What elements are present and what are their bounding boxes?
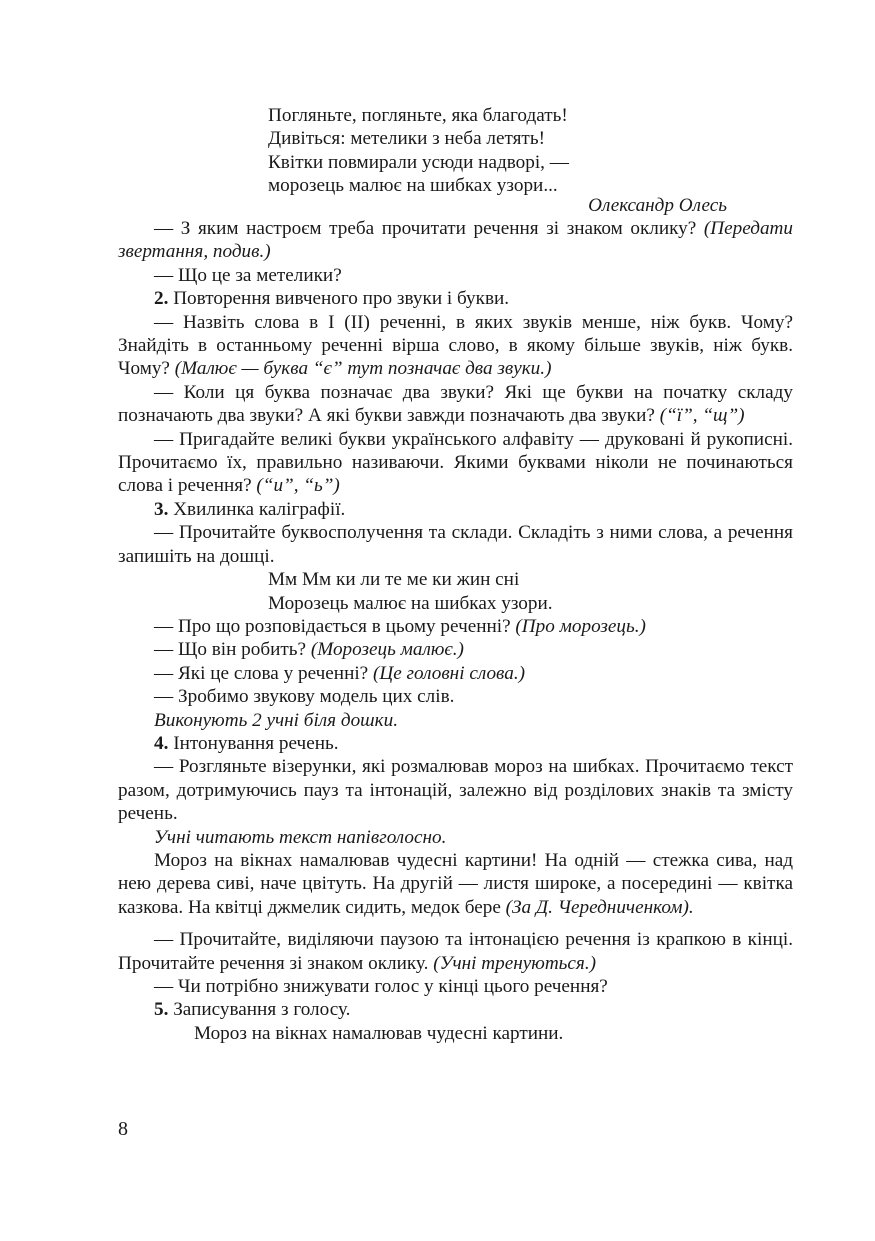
instruction-note: Виконують 2 учні біля дошки. bbox=[154, 709, 399, 731]
paragraph: — Чи потрібно знижувати голос у кінці цього речення? bbox=[154, 976, 608, 997]
section-heading: 2. Повторення вивченого про звуки і букви. bbox=[154, 288, 510, 310]
section-heading: 3. Хвилинка каліграфії. bbox=[154, 498, 346, 520]
paragraph: — Розгляньте візерунки, які розмалював мороз на шибках. Прочитаємо текст разом, дотримуючись пауз та інтонацій, залежно від розділових знаків та змісту речень. bbox=[118, 756, 793, 825]
poem-line: Дивіться: метелики з неба летять! bbox=[268, 128, 545, 150]
section-heading: 5. Записування з голосу. bbox=[154, 999, 351, 1021]
poem bbox=[268, 104, 569, 198]
reading-text: Мороз на вікнах намалював чудесні картини! На одній — стежка сива, над нею дерева сиві, наче цвітуть. На другій — листя широке, а посередині — квітка казкова. На квітці джмелик сидить, медок бере (За Д. Чередниченком). bbox=[118, 849, 793, 918]
paragraph: — Що він робить? (Морозець малює.) bbox=[154, 639, 464, 661]
letter-combinations: Мм Мм ки ли те ме ки жин сні bbox=[268, 569, 520, 591]
page-number: 8 bbox=[118, 1118, 128, 1140]
paragraph: — Назвіть слова в I (II) реченні, в яких звуків менше, ніж букв. Чому? Знайдіть в останньому реченні вірша слово, в якому більше звуків, ніж букв. Чому? (Малює — буква “є” тут позначає два звуки.) bbox=[118, 311, 793, 380]
poem-author: Олександр Олесь bbox=[588, 195, 727, 216]
paragraph: — Зробимо звукову модель цих слів. bbox=[154, 686, 455, 708]
poem-line: Погляньте, погляньте, яка благодать! bbox=[268, 105, 568, 126]
paragraph: — З яким настроєм треба прочитати речення зі знаком оклику? (Передати звертання, подив.) bbox=[118, 218, 793, 263]
paragraph: — Які це слова у реченні? (Це головні слова.) bbox=[154, 662, 526, 684]
paragraph: — Коли ця буква позначає два звуки? Які ще букви на початку складу позначають два звуки? А які букви завжди позначають два звуки? (“ї”, “щ”) bbox=[118, 381, 793, 427]
poem-line: Квітки повмирали усюди надворі, — bbox=[268, 151, 569, 173]
example-sentence: Морозець малює на шибках узори. bbox=[268, 592, 553, 614]
poem-line: морозець малює на шибках узори... bbox=[268, 175, 558, 197]
paragraph: — Пригадайте великі букви українського алфавіту — друковані й рукописні. Прочитаємо їх, правильно називаючи. Якими буквами ніколи не починаються слова і речення? (“и”, “ь”) bbox=[118, 428, 793, 497]
paragraph: — Про що розповідається в цьому реченні? (Про морозець.) bbox=[154, 615, 646, 637]
paragraph: — Що це за метелики? bbox=[154, 264, 342, 286]
dictation-sentence: Мороз на вікнах намалював чудесні картини. bbox=[194, 1022, 564, 1044]
instruction-note: Учні читають текст напівголосно. bbox=[154, 826, 447, 848]
lesson-text bbox=[118, 217, 793, 1045]
paragraph: — Прочитайте буквосполучення та склади. Складіть з ними слова, а речення запишіть на дошці. bbox=[118, 522, 793, 567]
paragraph: — Прочитайте, виділяючи паузою та інтонацією речення із крапкою в кінці. Прочитайте речення зі знаком оклику. (Учні тренуються.) bbox=[118, 929, 793, 974]
section-heading: 4. Інтонування речень. bbox=[154, 732, 339, 754]
